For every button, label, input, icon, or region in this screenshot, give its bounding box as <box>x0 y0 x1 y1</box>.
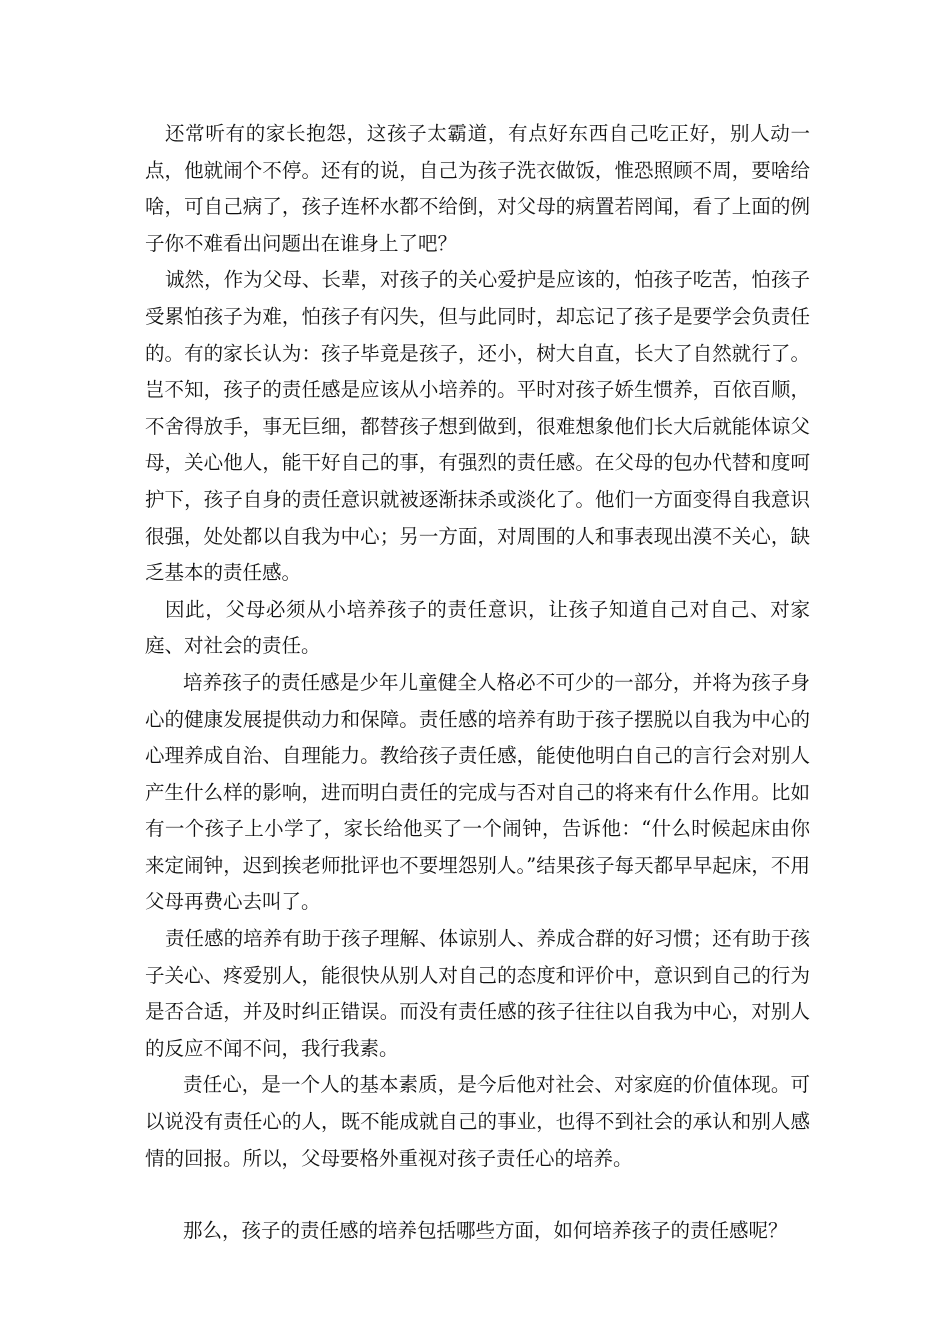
paragraph-cultivation-benefits: 培养孩子的责任感是少年儿童健全人格必不可少的一部分，并将为孩子身心的健康发展提供动力和保障。责任感的培养有助于孩子摆脱以自我为中心的心理养成自治、自理能力。教给孩子责任感，能使他明白自己的言行会对别人产生什么样的影响，进而明白责任的完成与否对自己的将来有什么作用。比如有一个孩子上小学了，家长给他买了一个闹钟，告诉他：“什么时候起床由你来定闹钟，迟到挨老师批评也不要埋怨别人。”结果孩子每天都早早起床，不用父母再费心去叫了。 <box>145 670 810 914</box>
paragraph-therefore: 因此，父母必须从小培养孩子的责任意识，让孩子知道自己对自己、对家庭、对社会的责任。 <box>145 597 810 658</box>
paragraph-overprotection: 诚然，作为父母、长辈，对孩子的关心爱护是应该的，怕孩子吃苦，怕孩子受累怕孩子为难，怕孩子有闪失，但与此同时，却忘记了孩子是要学会负责任的。有的家长认为：孩子毕竟是孩子，还小，树大自直，长大了自然就行了。岂不知，孩子的责任感是应该从小培养的。平时对孩子娇生惯养，百依百顺，不舍得放手，事无巨细，都替孩子想到做到，很难想象他们长大后就能体谅父母，关心他人，能干好自己的事，有强烈的责任感。在父母的包办代替和度呵护下，孩子自身的责任意识就被逐渐抹杀或淡化了。他们一方面变得自我意识很强，处处都以自我为中心；另一方面，对周围的人和事表现出漠不关心，缺乏基本的责任感。 <box>145 268 810 585</box>
paragraph-understanding-others: 责任感的培养有助于孩子理解、体谅别人、养成合群的好习惯；还有助于孩子关心、疼爱别人，能很快从别人对自己的态度和评价中，意识到自己的行为是否合适，并及时纠正错误。而没有责任感的孩子往往以自我为中心，对别人的反应不闻不问，我行我素。 <box>145 927 810 1060</box>
paragraph-parent-complaints: 还常听有的家长抱怨，这孩子太霸道，有点好东西自己吃正好，别人动一点，他就闹个不停。还有的说，自己为孩子洗衣做饭，惟恐照顾不周，要啥给啥，可自己病了，孩子连杯水都不给倒，对父母的病置若罔闻，看了上面的例子你不难看出问题出在谁身上了吧？ <box>145 122 810 255</box>
document-body <box>145 116 810 1250</box>
paragraph-spacer <box>145 1177 810 1213</box>
paragraph-basic-quality: 责任心，是一个人的基本素质，是今后他对社会、对家庭的价值体现。可以说没有责任心的人，既不能成就自己的事业，也得不到社会的承认和别人感情的回报。所以，父母要格外重视对孩子责任心的培养。 <box>145 1073 810 1170</box>
closing-question: 那么，孩子的责任感的培养包括哪些方面，如何培养孩子的责任感呢？ <box>183 1219 788 1243</box>
